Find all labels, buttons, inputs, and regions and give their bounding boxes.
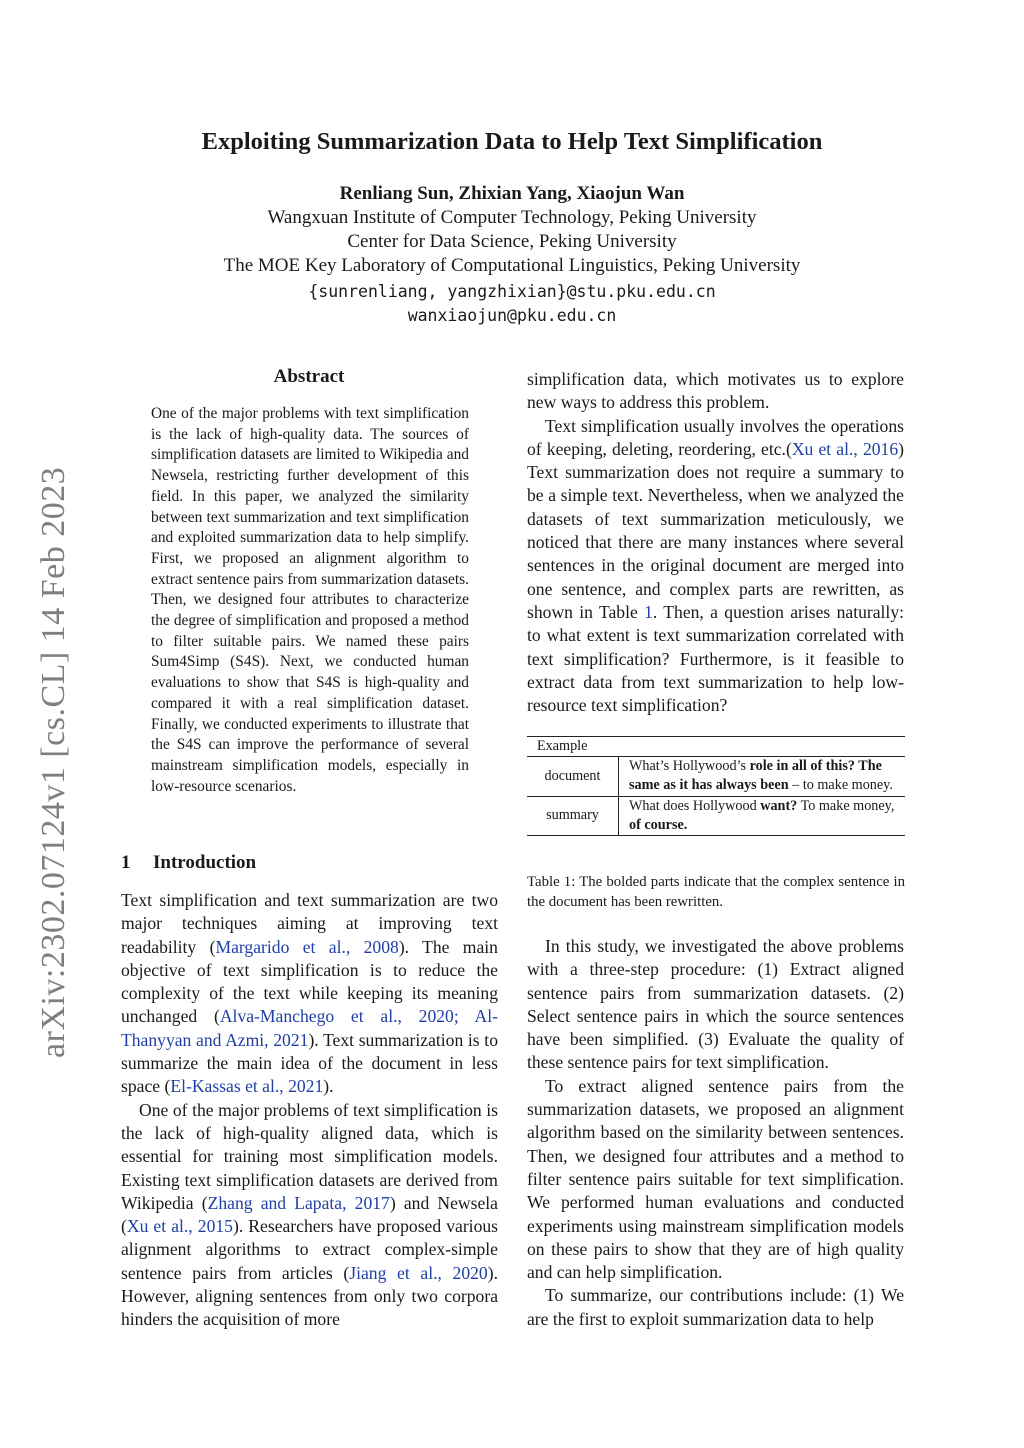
table-1-caption: Table 1: The bolded parts indicate that the complex sentence in the document has been rewritten.	[527, 874, 905, 910]
table-1	[527, 736, 905, 836]
text-run: One of the major problems of text simplification is the lack of high-quality aligned data, which is essential for training most simplification models. Existing text simplification datasets are derived from Wikipedia (	[121, 1099, 498, 1213]
summary-text-cell	[619, 796, 906, 835]
table-row-document	[527, 757, 905, 796]
text-run: ). Researchers have proposed various alignment algorithms to extract complex-simple sentence pairs from articles (	[121, 1216, 499, 1283]
right-column-text-top	[527, 368, 904, 717]
text-run: What does Hollywood	[629, 797, 761, 814]
table-header-cell: Example	[527, 737, 905, 757]
section-title: Introduction	[153, 852, 257, 873]
author-email-2[interactable]: wanxiaojun@pku.edu.cn	[407, 306, 617, 325]
affiliation-3: The MOE Key Laboratory of Computational Linguistics, Peking University	[223, 255, 801, 276]
intro-paragraph-3: simplification data, which motivates us to explore new ways to address this problem.	[527, 369, 904, 413]
abstract-heading: Abstract	[273, 366, 345, 387]
intro-paragraph-5: In this study, we investigated the above problems with a three-step procedure: (1) Extract aligned sentence pairs from summarization datasets. (2) Select sentence pairs in which the source sentences have been simplified. (3) Evaluate the quality of these sentence pairs for text simplification.	[527, 936, 904, 1073]
text-run: ) and Newsela (	[121, 1192, 498, 1237]
abstract-text: One of the major problems with text simplification is the lack of high-quality data. The sources of simplification datasets are limited to Wikipedia and Newsela, restricting further development of this field. In this paper, we analyzed the similarity between text summarization and text simplification and exploited summarization data to help simplify. First, we proposed an alignment algorithm to extract sentence pairs from summarization datasets. Then, we designed four attributes to characterize the degree of simplification and proposed a method to filter suitable pairs. We named these pairs Sum4Simp (S4S). Next, we conducted human evaluations to show that S4S is high-quality and compared it with a real simplification dataset. Finally, we conducted experiments to illustrate that the S4S can improve the performance of several mainstream simplification models, especially in low-resource scenarios.	[151, 405, 469, 795]
author-list: Renliang Sun, Zhixian Yang, Xiaojun Wan	[339, 183, 685, 204]
affiliation-1: Wangxuan Institute of Computer Technology, Peking University	[267, 207, 757, 228]
row-label-summary: summary	[527, 796, 619, 835]
citation-link[interactable]: Jiang et al., 2020	[349, 1262, 488, 1283]
bold-text-run: role in all of this? The same as it has always been	[629, 758, 882, 794]
right-column-text-bottom	[527, 935, 904, 1331]
text-run: Text simplification usually involves the operations of keeping, deleting, reordering, etc.(	[527, 415, 904, 459]
row-label-document: document	[527, 757, 619, 796]
table-reference-link[interactable]: 1	[644, 601, 653, 622]
citation-link[interactable]: Zhang and Lapata, 2017	[207, 1192, 390, 1213]
citation-link[interactable]: El-Kassas et al., 2021	[170, 1076, 324, 1097]
text-run: ). The main objective of text simplification is to reduce the complexity of the text while keeping its meaning unchanged (	[121, 936, 498, 1027]
citation-link[interactable]: Xu et al., 2016	[791, 438, 899, 459]
text-run: ).	[323, 1076, 334, 1097]
text-run: ). However, aligning sentences from only two corpora hinders the acquisition of more	[121, 1262, 498, 1330]
text-run: – to make money.	[788, 777, 893, 794]
intro-paragraph-2	[121, 1099, 498, 1332]
affiliation-2: Center for Data Science, Peking University	[347, 231, 677, 252]
citation-link[interactable]: Xu et al., 2015	[126, 1216, 233, 1237]
bold-text-run: want?	[760, 797, 798, 814]
intro-paragraph-4	[527, 415, 904, 718]
text-run: Text simplification and text summarization are two major techniques aiming at improving text readability (	[121, 890, 498, 957]
text-run: To make money,	[797, 797, 895, 814]
citation-link[interactable]: Alva-Manchego et al., 2020; Al-Thanyyan and Azmi, 2021	[121, 1006, 498, 1050]
paper-title: Exploiting Summarization Data to Help Text Simplification	[201, 128, 823, 155]
bold-text-run: of course.	[629, 816, 688, 833]
document-text-cell	[619, 757, 906, 796]
text-run: . Then, a question arises naturally: to what extent is text summarization correlated with text simplification? Furthermore, is it feasible to extract data from text summarization to help low-resource text simplification?	[527, 601, 905, 716]
citation-link[interactable]: Margarido et al., 2008	[215, 936, 399, 957]
table-row-summary	[527, 796, 905, 835]
section-heading-introduction	[121, 852, 256, 874]
table-header-row	[527, 737, 905, 757]
intro-paragraph-1	[121, 889, 498, 1099]
author-email-1[interactable]: {sunrenliang, yangzhixian}@stu.pku.edu.cn	[308, 282, 716, 301]
text-run: What’s Hollywood’s	[629, 758, 750, 775]
intro-paragraph-6: To extract aligned sentence pairs from the summarization datasets, we proposed an alignment algorithm based on the similarity between sentences. Then, we designed four attributes and a method to filter sentence pairs suitable for text simplification. We performed human evaluations and conducted experiments using mainstream simplification models on these pairs to show that they are of high quality and can help simplification.	[527, 1075, 904, 1283]
arxiv-identifier: arXiv:2302.07124v1 [cs.CL] 14 Feb 2023	[35, 466, 72, 1058]
text-run: ) Text summarization does not require a summary to be a simple text. Nevertheless, when we analyzed the datasets of text summarization meticulously, we noticed that there are many instances where several sentences in the original document are merged into one sentence, and complex parts are rewritten, as shown in Table	[527, 438, 904, 622]
left-column-text	[121, 889, 498, 1332]
intro-paragraph-7: To summarize, our contributions include: (1) We are the first to exploit summarization data to help	[527, 1285, 904, 1329]
text-run: ). Text summarization is to summarize the main idea of the document in less space (	[121, 1029, 498, 1097]
section-number: 1	[121, 852, 131, 873]
